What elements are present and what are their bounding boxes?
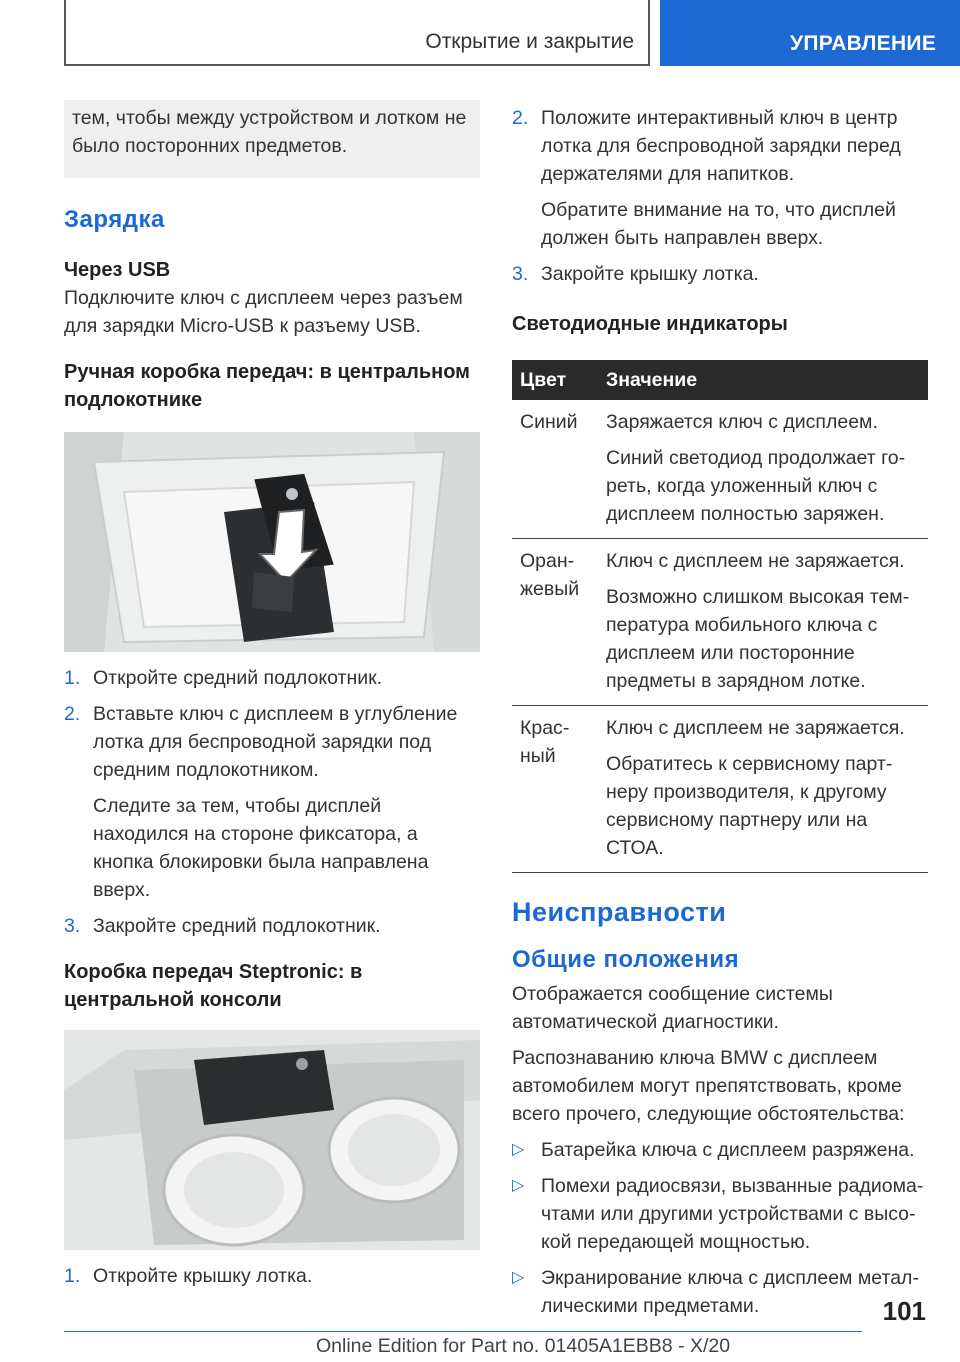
general-title: Общие положения <box>512 946 740 973</box>
led-table <box>512 360 928 873</box>
row-color: Красный <box>512 706 598 873</box>
step-note: Обратите внимание на то, что дисплей должен быть направлен вверх. <box>541 199 896 249</box>
triangle-bullet-icon: ▷ <box>512 1177 525 1194</box>
step-number: 2. <box>512 107 529 129</box>
step-number: 3. <box>512 263 529 285</box>
general-text-1: Отображается сообщение системы автоматической диагностики. <box>512 983 833 1033</box>
header-section-frame <box>64 0 650 66</box>
step-number: 1. <box>64 1265 81 1287</box>
footer-divider <box>64 1331 862 1332</box>
step-number: 3. <box>64 915 81 937</box>
armrest-illustration <box>64 432 480 652</box>
left-column <box>64 100 480 1290</box>
header-chapter-tab <box>660 0 960 66</box>
triangle-bullet-icon: ▷ <box>512 1141 525 1158</box>
row-color: Синий <box>512 400 598 539</box>
step-number: 1. <box>64 667 81 689</box>
header-section-title: Открытие и закрытие <box>425 30 634 53</box>
armrest-photo <box>64 432 480 652</box>
note-box: тем, чтобы между устройством и лотком не было посторонних предметов. <box>64 100 480 178</box>
step-text: Вставьте ключ с дисплеем в углубление лотка для беспроводной зарядки под средним подлокотником. <box>93 703 458 781</box>
console-photo <box>64 1030 480 1250</box>
row-meaning-main: Ключ с дисплеем не заряжается. <box>606 550 905 572</box>
right-step-3 <box>512 260 928 288</box>
right-step-2 <box>512 104 928 252</box>
step-number: 2. <box>64 703 81 725</box>
table-row <box>512 400 928 539</box>
list-item <box>512 1136 928 1164</box>
step-text: Откройте крышку лотка. <box>93 1265 313 1287</box>
usb-title: Через USB <box>64 259 171 281</box>
manual-step-3 <box>64 912 480 940</box>
step-text: Откройте средний подлокотник. <box>93 667 383 689</box>
row-meaning <box>598 706 928 873</box>
list-item-text: Батарейка ключа с дисплеем разряжена. <box>541 1139 915 1161</box>
manual-steps-list <box>64 664 480 940</box>
header-color: Цвет <box>512 360 598 400</box>
row-meaning-detail: Возможно слишком высокая температура мобильного ключа с дисплеем или посторонние предметы в зарядном лотке. <box>606 586 910 692</box>
row-color: Оранжевый <box>512 539 598 706</box>
steptronic-steps-list <box>64 1262 480 1290</box>
footer-edition: Online Edition for Part no. 01405A1EBB8 - X/20 <box>316 1335 731 1357</box>
causes-list <box>512 1136 928 1320</box>
header-meaning: Значение <box>598 360 928 400</box>
row-meaning-detail: Синий светодиод продолжает гореть, когда уложенный ключ с дисплеем полностью заряжен. <box>606 447 906 525</box>
header-chapter-title: УПРАВЛЕНИЕ <box>790 32 937 55</box>
led-table-header <box>512 360 928 400</box>
steptronic-title: Коробка передач Steptronic: в центральной консоли <box>64 961 363 1011</box>
manual-step-2 <box>64 700 480 904</box>
usb-text: Подключите ключ с дисплеем через разъем для зарядки Micro-USB к разъему USB. <box>64 287 463 337</box>
list-item-text: Экранирование ключа с дисплеем металлическими предметами. <box>541 1267 919 1317</box>
right-column <box>512 100 928 1320</box>
row-meaning-main: Заряжается ключ с дисплеем. <box>606 411 878 433</box>
list-item <box>512 1172 928 1256</box>
row-meaning <box>598 539 928 706</box>
manual-gearbox-title: Ручная коробка передач: в центральном подлокотнике <box>64 361 470 411</box>
led-title: Светодиодные индикаторы <box>512 313 788 335</box>
row-meaning-detail: Обратитесь к сервисному партнеру производителя, к другому сервисному партнеру или на СТОА. <box>606 753 893 859</box>
list-item <box>512 1264 928 1320</box>
triangle-bullet-icon: ▷ <box>512 1269 525 1286</box>
step-note: Следите за тем, чтобы дисплей находился на стороне фиксатора, а кнопка блокировки была направлена вверх. <box>93 795 429 901</box>
manual-step-1 <box>64 664 480 692</box>
general-text-2: Распознаванию ключа BMW с дисплеем автомобилем могут препятствовать, кроме всего прочего, следующие обстоятельства: <box>512 1047 905 1125</box>
row-meaning-main: Ключ с дисплеем не заряжается. <box>606 717 905 739</box>
steptronic-step-1 <box>64 1262 480 1290</box>
list-item-text: Помехи радиосвязи, вызванные радиомачтами или другими устройствами с высокой передающей мощностью. <box>541 1175 924 1253</box>
step-text: Закройте средний подлокотник. <box>93 915 381 937</box>
console-illustration <box>64 1030 480 1250</box>
charging-title: Зарядка <box>64 206 165 233</box>
table-row <box>512 706 928 873</box>
step-text: Закройте крышку лотка. <box>541 263 759 285</box>
row-meaning <box>598 400 928 539</box>
faults-title: Неисправности <box>512 897 727 927</box>
step-text: Положите интерактивный ключ в центр лотка для беспроводной зарядки перед держателями для напитков. <box>541 107 901 185</box>
page-number: 101 <box>882 1296 926 1326</box>
table-row <box>512 539 928 706</box>
